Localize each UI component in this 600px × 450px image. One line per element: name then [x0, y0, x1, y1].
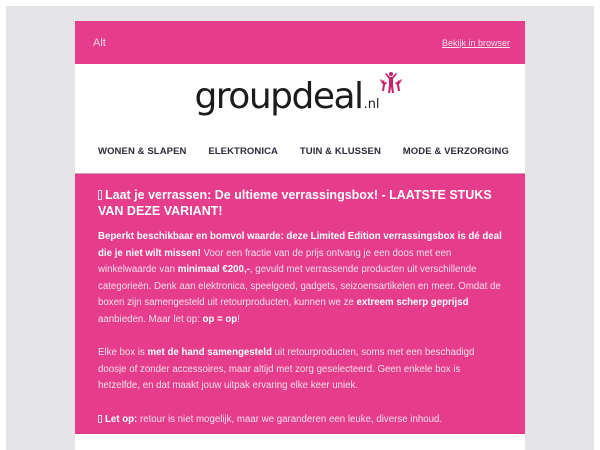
alt-text: Alt — [93, 36, 106, 49]
deal-headline — [98, 187, 502, 219]
missing-glyph-icon — [98, 190, 102, 200]
category-nav — [75, 129, 525, 174]
logo-area — [75, 64, 525, 129]
nav-item-mode-verzorging[interactable]: MODE & VERZORGING — [402, 145, 509, 157]
body-text: retour is niet mogelijk, maar we garanderen een leuke, diverse inhoud. — [137, 413, 443, 425]
bold-text: op = op — [202, 313, 238, 325]
nav-item-tuin-klussen[interactable]: TUIN & KLUSSEN — [299, 145, 381, 157]
missing-glyph-icon — [98, 415, 102, 423]
groupdeal-logo[interactable] — [194, 75, 405, 117]
body-text: Voor een fractie van de prijs ontvang je een doos met een winkelwaarde van — [98, 247, 452, 275]
email-body — [75, 21, 525, 450]
logo-tld: .nl — [363, 96, 380, 112]
handpicked-description — [98, 345, 502, 395]
view-in-browser-link[interactable]: Bekijk in browser — [441, 37, 510, 48]
logo-wordmark: groupdeal — [194, 75, 363, 117]
jumping-people-icon — [378, 71, 404, 97]
body-text: uit retourproducten, soms met een beschadigd doosje of zonder accessoires, maar altijd met zorg geselecteerd. Geen enkele box is hetzelfde, en dat maakt jouw uitpak ervaring elke keer uniek. — [98, 347, 475, 391]
bold-text: minimaal €200,- — [177, 264, 250, 275]
preheader-bar — [75, 21, 525, 64]
bold-text: Let op: — [105, 413, 138, 425]
bold-text: Beperkt beschikbaar en bomvol waarde: deze Limited Edition verrassingsbox is dé deal die je niet wilt missen! — [98, 231, 502, 259]
deal-content — [75, 174, 525, 434]
body-text: Elke box is — [98, 347, 148, 358]
body-text: ! — [237, 313, 240, 325]
bold-text: extreem scherp geprijsd — [356, 297, 469, 308]
return-notice — [98, 412, 502, 429]
bold-text: met de hand samengesteld — [147, 347, 272, 358]
deal-description — [98, 229, 502, 328]
deal-headline-text: Laat je verrassen: De ultieme verrassingsbox! - LAATSTE STUKS VAN DEZE VARIANT! — [98, 188, 492, 218]
body-text: aanbieden. Maar let op: — [98, 313, 203, 325]
nav-item-elektronica[interactable]: ELEKTRONICA — [208, 145, 279, 157]
body-text: , gevuld met verrassende producten uit verschillende categorieën. Denk aan elektronica, speelgoed, gadgets, seizoensartikelen en meer. Omdat de boxen zijn samengesteld uit retourproducten, kunnen we ze — [98, 264, 501, 308]
nav-item-wonen-slapen[interactable]: WONEN & SLAPEN — [98, 145, 187, 157]
